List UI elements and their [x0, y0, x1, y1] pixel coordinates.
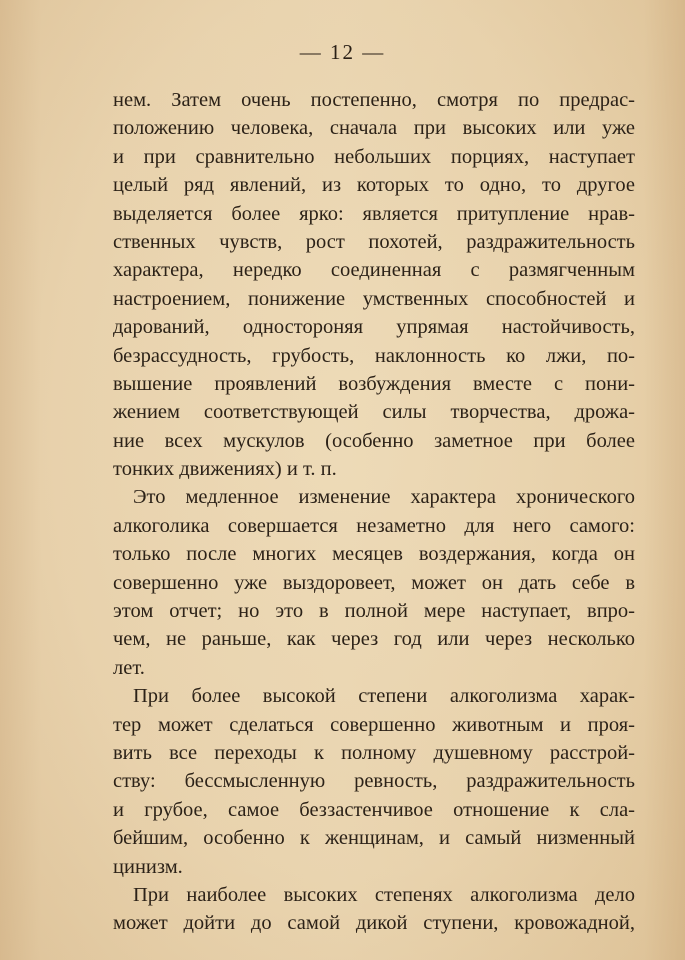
text-line: лет. — [113, 656, 145, 679]
text-line: тер может сделаться совершенно животным и проя- — [113, 713, 635, 736]
text-line: выделяется более ярко: является притупление нрав- — [113, 202, 635, 225]
text-line: и при сравнительно небольших порциях, наступает — [113, 145, 635, 168]
text-line: алкоголика совершается незаметно для него самого: — [113, 514, 635, 537]
paragraph — [113, 682, 635, 881]
text-line: вышение проявлений возбуждения вместе с пони- — [113, 372, 635, 395]
text-line: может дойти до самой дикой ступени, кровожадной, — [113, 912, 635, 935]
text-line: чем, не раньше, как через год или через несколько — [113, 628, 635, 651]
text-line: вить все переходы к полному душевному расстрой- — [113, 741, 635, 764]
text-line: ству: бессмысленную ревность, раздражительность — [113, 770, 635, 793]
text-line: ственных чувств, рост похотей, раздражительность — [113, 230, 635, 253]
text-line: нем. Затем очень постепенно, смотря по предрас- — [113, 89, 635, 111]
text-line: тонких движениях) и т. п. — [113, 458, 337, 481]
text-line: ние всех мускулов (особенно заметное при более — [113, 429, 635, 452]
text-line: и грубое, самое беззастенчивое отношение к сла- — [113, 798, 635, 821]
page-number: — 12 — — [299, 40, 386, 64]
text-line: целый ряд явлений, из которых то одно, то другое — [113, 174, 635, 197]
text-line: жением соответствующей силы творчества, дрожа- — [113, 401, 635, 424]
text-line: безрассудность, грубость, наклонность ко лжи, по- — [113, 344, 635, 367]
text-line: настроением, понижение умственных способностей и — [113, 287, 635, 310]
text-line: характера, нередко соединенная с размягченным — [113, 259, 635, 282]
text-line: При более высокой степени алкоголизма харак- — [133, 685, 635, 708]
text-line: бейшим, особенно к женщинам, и самый низменный — [113, 827, 635, 850]
text-line: положению человека, сначала при высоких или уже — [113, 117, 635, 140]
paragraph — [113, 483, 635, 682]
text-line: дарований, одностороняя упрямая настойчивость, — [113, 316, 635, 339]
text-line: совершенно уже выздоровеет, может он дать себе в — [113, 571, 635, 594]
text-line: только после многих месяцев воздержания, когда он — [113, 543, 635, 566]
paragraph — [113, 881, 635, 938]
text-line: цинизм. — [113, 855, 183, 878]
text-line: этом отчет; но это в полной мере наступает, впро- — [113, 600, 635, 623]
text-line: При наиболее высоких степенях алкоголизма дело — [133, 883, 635, 906]
paragraph — [113, 86, 635, 483]
body-text — [113, 86, 635, 938]
text-line: Это медленное изменение характера хронического — [133, 486, 635, 509]
